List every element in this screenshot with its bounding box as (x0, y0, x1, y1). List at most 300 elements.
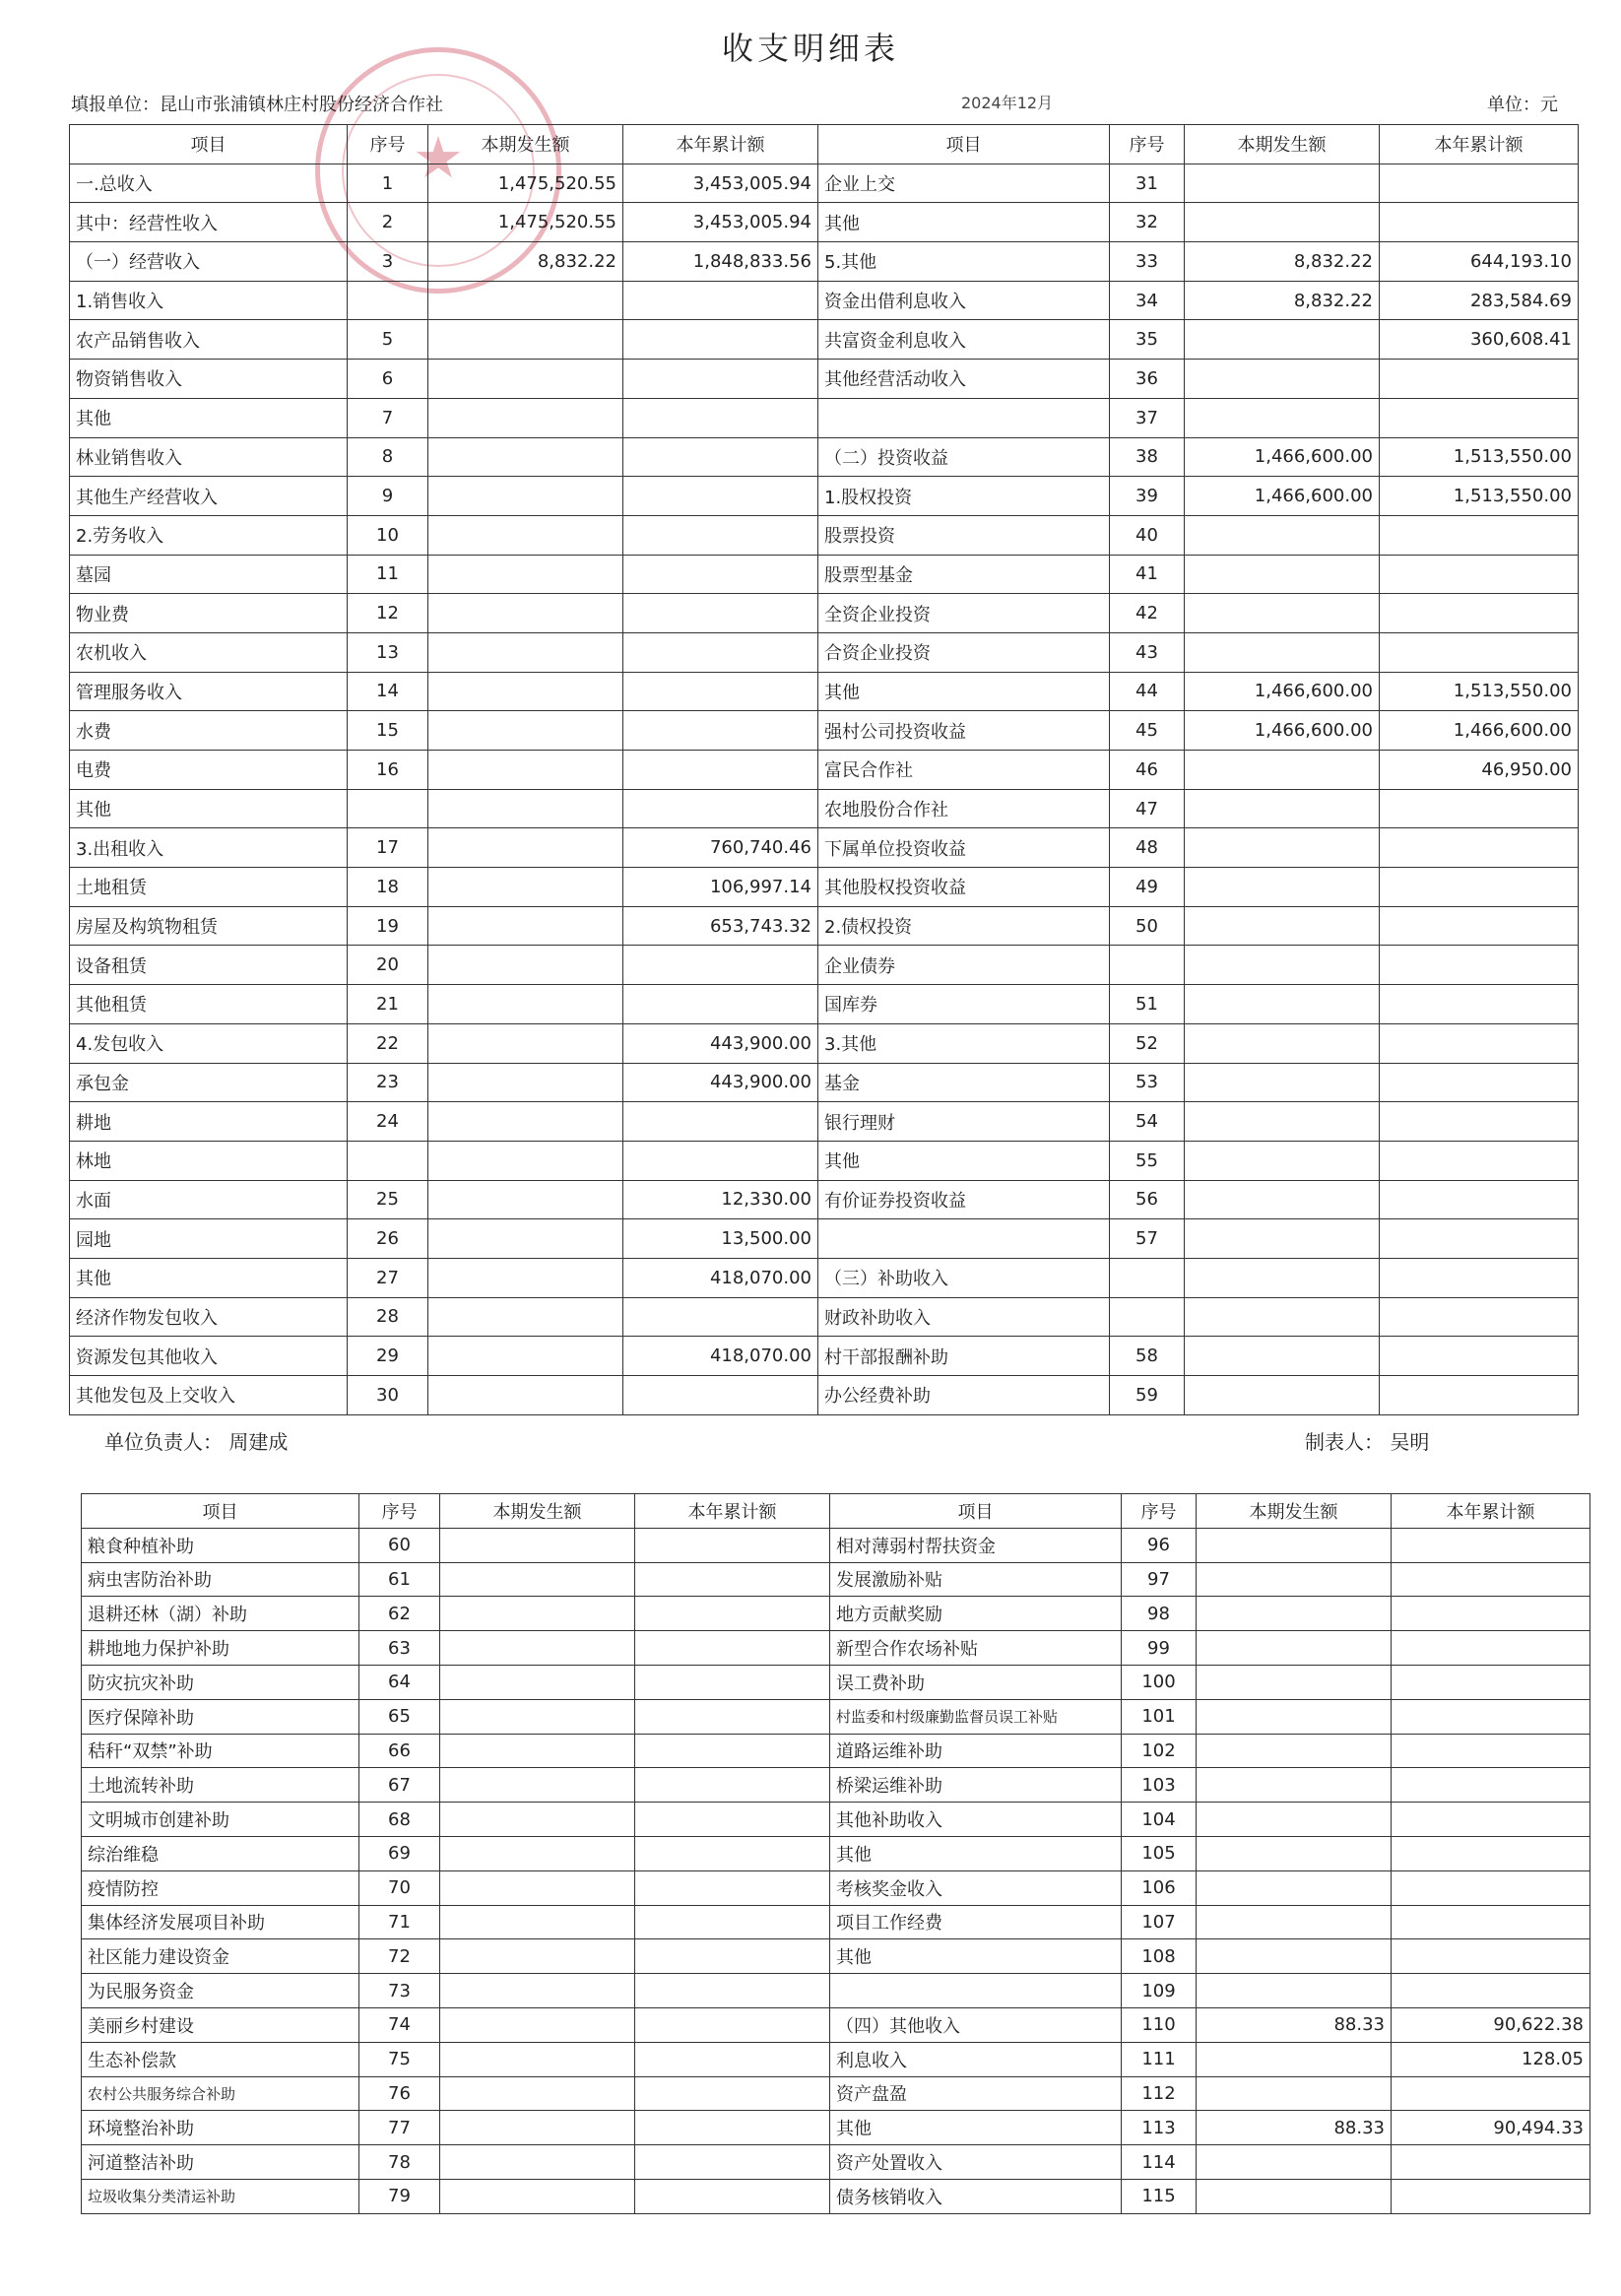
left-item-label: 其他 (70, 1258, 348, 1297)
left-item-label: 水费 (70, 711, 348, 751)
right-item-label: 其他 (830, 1836, 1122, 1870)
right-item-label: 村干部报酬补助 (818, 1337, 1110, 1376)
left-seq-number: 30 (348, 1376, 428, 1415)
left-item-label: 土地流转补助 (82, 1768, 359, 1803)
header-ytd: 本年累计额 (635, 1494, 830, 1529)
right-seq-number: 112 (1122, 2076, 1197, 2111)
right-item-label: 全资企业投资 (818, 594, 1110, 633)
left-item-label: 经济作物发包收入 (70, 1297, 348, 1337)
right-current-amount (1185, 985, 1380, 1024)
left-ytd-amount (635, 2042, 830, 2076)
right-item-label: 3.其他 (818, 1023, 1110, 1063)
right-ytd-amount (1380, 985, 1579, 1024)
header-item: 项目 (818, 125, 1110, 164)
left-item-label: 1.销售收入 (70, 281, 348, 320)
right-ytd-amount (1392, 1699, 1590, 1734)
left-seq-number: 76 (359, 2076, 440, 2111)
table-row (82, 2111, 1590, 2145)
right-item-label: 2.债权投资 (818, 906, 1110, 946)
left-current-amount: 1,475,520.55 (428, 203, 623, 242)
left-current-amount (428, 1297, 623, 1337)
left-item-label: 农村公共服务综合补助 (82, 2076, 359, 2111)
left-seq-number: 26 (348, 1219, 428, 1259)
left-seq-number: 3 (348, 242, 428, 282)
left-current-amount (428, 1063, 623, 1102)
right-current-amount (1185, 1376, 1380, 1415)
right-ytd-amount (1380, 398, 1579, 437)
left-seq-number: 12 (348, 594, 428, 633)
right-item-label: 有价证券投资收益 (818, 1180, 1110, 1219)
right-item-label: 资金出借利息收入 (818, 281, 1110, 320)
table-row (82, 1734, 1590, 1768)
right-seq-number: 41 (1110, 555, 1185, 594)
right-current-amount (1185, 398, 1380, 437)
right-ytd-amount (1380, 868, 1579, 907)
report-period: 2024年12月 (961, 94, 1054, 112)
right-seq-number: 109 (1122, 1974, 1197, 2008)
left-current-amount (428, 281, 623, 320)
right-ytd-amount (1380, 360, 1579, 399)
left-ytd-amount (623, 985, 818, 1024)
right-item-label: 1.股权投资 (818, 477, 1110, 516)
left-current-amount (428, 515, 623, 555)
table-row (70, 398, 1579, 437)
left-ytd-amount (635, 2007, 830, 2042)
income-table-bottom (81, 1493, 1590, 2214)
right-ytd-amount: 1,513,550.00 (1380, 477, 1579, 516)
left-seq-number: 61 (359, 1562, 440, 1597)
right-ytd-amount (1392, 1562, 1590, 1597)
right-ytd-amount (1392, 1768, 1590, 1803)
right-item-label: 其他补助收入 (830, 1803, 1122, 1837)
left-item-label: 美丽乡村建设 (82, 2007, 359, 2042)
right-ytd-amount (1392, 1974, 1590, 2008)
left-item-label: 社区能力建设资金 (82, 1939, 359, 1974)
left-current-amount (428, 672, 623, 711)
right-seq-number: 31 (1110, 164, 1185, 203)
right-seq-number: 52 (1110, 1023, 1185, 1063)
right-current-amount (1197, 1528, 1392, 1562)
right-item-label: 富民合作社 (818, 751, 1110, 790)
left-item-label: 水面 (70, 1180, 348, 1219)
right-ytd-amount (1380, 1337, 1579, 1376)
right-ytd-amount: 1,513,550.00 (1380, 672, 1579, 711)
right-ytd-amount (1380, 1102, 1579, 1142)
table-row (82, 2007, 1590, 2042)
left-seq-number: 1 (348, 164, 428, 203)
right-ytd-amount (1392, 1870, 1590, 1905)
right-current-amount (1185, 1219, 1380, 1259)
right-item-label: 其他 (830, 1939, 1122, 1974)
left-seq-number: 75 (359, 2042, 440, 2076)
left-current-amount (440, 2007, 635, 2042)
right-ytd-amount (1380, 1063, 1579, 1102)
left-current-amount (428, 1102, 623, 1142)
left-ytd-amount (635, 1562, 830, 1597)
left-current-amount (428, 828, 623, 868)
right-seq-number: 50 (1110, 906, 1185, 946)
right-seq-number: 37 (1110, 398, 1185, 437)
left-ytd-amount (635, 1528, 830, 1562)
left-ytd-amount (623, 437, 818, 477)
left-current-amount (428, 906, 623, 946)
right-ytd-amount (1392, 2076, 1590, 2111)
left-current-amount (440, 2042, 635, 2076)
right-ytd-amount (1380, 906, 1579, 946)
right-current-amount (1185, 320, 1380, 360)
seal-star-icon: ★ (413, 124, 464, 191)
right-item-label: 发展激励补贴 (830, 1562, 1122, 1597)
reporting-unit: 填报单位：昆山市张浦镇林庄村股份经济合作社 (71, 95, 443, 115)
right-item-label: 企业债券 (818, 946, 1110, 985)
left-ytd-amount (635, 1939, 830, 1974)
table-row (82, 1836, 1590, 1870)
left-seq-number: 9 (348, 477, 428, 516)
table-row (82, 1870, 1590, 1905)
left-current-amount (428, 946, 623, 985)
left-ytd-amount (635, 1974, 830, 2008)
table-row (70, 1258, 1579, 1297)
left-current-amount (428, 555, 623, 594)
header-seq: 序号 (348, 125, 428, 164)
left-seq-number: 11 (348, 555, 428, 594)
left-seq-number: 22 (348, 1023, 428, 1063)
left-seq-number: 72 (359, 1939, 440, 1974)
left-current-amount (428, 477, 623, 516)
table-row (70, 320, 1579, 360)
right-current-amount (1185, 1102, 1380, 1142)
left-item-label: 农产品销售收入 (70, 320, 348, 360)
right-ytd-amount (1392, 1836, 1590, 1870)
left-item-label: （一）经营收入 (70, 242, 348, 282)
right-item-label: 其他 (818, 1141, 1110, 1180)
table-row (70, 868, 1579, 907)
right-current-amount (1185, 164, 1380, 203)
left-seq-number: 5 (348, 320, 428, 360)
left-seq-number: 69 (359, 1836, 440, 1870)
table-row (70, 1376, 1579, 1415)
right-current-amount (1185, 555, 1380, 594)
left-ytd-amount (635, 1870, 830, 1905)
left-item-label: 耕地 (70, 1102, 348, 1142)
left-current-amount (440, 1597, 635, 1631)
table-row (70, 789, 1579, 828)
right-seq-number: 59 (1110, 1376, 1185, 1415)
left-ytd-amount (635, 1836, 830, 1870)
right-item-label: 强村公司投资收益 (818, 711, 1110, 751)
left-current-amount (440, 1562, 635, 1597)
left-item-label: 退耕还林（湖）补助 (82, 1597, 359, 1631)
right-current-amount: 1,466,600.00 (1185, 477, 1380, 516)
left-ytd-amount: 653,743.32 (623, 906, 818, 946)
right-current-amount (1197, 1699, 1392, 1734)
table-row (70, 828, 1579, 868)
right-current-amount (1185, 360, 1380, 399)
left-seq-number: 79 (359, 2179, 440, 2213)
right-ytd-amount (1380, 203, 1579, 242)
right-current-amount (1185, 1141, 1380, 1180)
right-item-label: 资产盘盈 (830, 2076, 1122, 2111)
right-ytd-amount (1392, 1734, 1590, 1768)
table-row (70, 985, 1579, 1024)
right-ytd-amount (1392, 1631, 1590, 1666)
table-row (70, 437, 1579, 477)
left-current-amount (440, 1974, 635, 2008)
left-item-label: 3.出租收入 (70, 828, 348, 868)
right-current-amount (1197, 1597, 1392, 1631)
left-current-amount (428, 1337, 623, 1376)
left-current-amount (428, 1376, 623, 1415)
right-seq-number: 47 (1110, 789, 1185, 828)
table-row (82, 1939, 1590, 1974)
left-current-amount (440, 1631, 635, 1666)
right-current-amount (1197, 1803, 1392, 1837)
left-ytd-amount (635, 2145, 830, 2180)
left-seq-number: 25 (348, 1180, 428, 1219)
right-ytd-amount: 90,622.38 (1392, 2007, 1590, 2042)
left-current-amount (428, 437, 623, 477)
left-current-amount (440, 1734, 635, 1768)
right-ytd-amount (1380, 1023, 1579, 1063)
left-current-amount (440, 1836, 635, 1870)
left-item-label: 其他 (70, 398, 348, 437)
left-ytd-amount (623, 632, 818, 672)
right-seq-number: 114 (1122, 2145, 1197, 2180)
left-item-label: 一.总收入 (70, 164, 348, 203)
table-row (70, 515, 1579, 555)
right-item-label: （四）其他收入 (830, 2007, 1122, 2042)
right-item-label: 资产处置收入 (830, 2145, 1122, 2180)
table-row (70, 555, 1579, 594)
right-ytd-amount (1380, 515, 1579, 555)
left-ytd-amount (623, 1141, 818, 1180)
left-ytd-amount: 443,900.00 (623, 1063, 818, 1102)
header-item: 项目 (82, 1494, 359, 1529)
right-current-amount (1197, 1939, 1392, 1974)
right-seq-number: 56 (1110, 1180, 1185, 1219)
right-current-amount (1197, 1665, 1392, 1699)
left-item-label: 2.劳务收入 (70, 515, 348, 555)
left-seq-number: 14 (348, 672, 428, 711)
left-current-amount (428, 985, 623, 1024)
left-item-label: 房屋及构筑物租赁 (70, 906, 348, 946)
left-current-amount (428, 632, 623, 672)
right-item-label: 企业上交 (818, 164, 1110, 203)
right-seq-number (1110, 946, 1185, 985)
left-item-label: 疫情防控 (82, 1870, 359, 1905)
right-item-label: 地方贡献奖励 (830, 1597, 1122, 1631)
left-ytd-amount (623, 360, 818, 399)
right-seq-number: 39 (1110, 477, 1185, 516)
right-current-amount (1197, 2076, 1392, 2111)
right-ytd-amount: 128.05 (1392, 2042, 1590, 2076)
right-seq-number: 115 (1122, 2179, 1197, 2213)
right-ytd-amount: 90,494.33 (1392, 2111, 1590, 2145)
table-row (70, 906, 1579, 946)
right-current-amount (1185, 906, 1380, 946)
right-item-label: 银行理财 (818, 1102, 1110, 1142)
right-ytd-amount (1380, 1219, 1579, 1259)
table-row (70, 1180, 1579, 1219)
left-current-amount (428, 398, 623, 437)
right-ytd-amount (1380, 946, 1579, 985)
right-item-label: 利息收入 (830, 2042, 1122, 2076)
left-ytd-amount (623, 477, 818, 516)
left-item-label: 为民服务资金 (82, 1974, 359, 2008)
right-item-label (818, 398, 1110, 437)
table-row (82, 1665, 1590, 1699)
table-row (70, 1063, 1579, 1102)
income-table-top (69, 124, 1579, 1415)
right-seq-number: 43 (1110, 632, 1185, 672)
left-item-label: 其他生产经营收入 (70, 477, 348, 516)
right-seq-number: 101 (1122, 1699, 1197, 1734)
left-seq-number: 62 (359, 1597, 440, 1631)
left-seq-number (348, 1141, 428, 1180)
right-seq-number: 108 (1122, 1939, 1197, 1974)
left-item-label: 园地 (70, 1219, 348, 1259)
left-current-amount: 1,475,520.55 (428, 164, 623, 203)
left-ytd-amount (635, 2179, 830, 2213)
right-ytd-amount: 644,193.10 (1380, 242, 1579, 282)
right-ytd-amount (1392, 1905, 1590, 1939)
left-item-label: 电费 (70, 751, 348, 790)
left-seq-number: 16 (348, 751, 428, 790)
right-item-label: 合资企业投资 (818, 632, 1110, 672)
right-item-label (830, 1974, 1122, 2008)
left-item-label: 林业销售收入 (70, 437, 348, 477)
right-item-label: 相对薄弱村帮扶资金 (830, 1528, 1122, 1562)
right-current-amount (1197, 2179, 1392, 2213)
right-item-label: 桥梁运维补助 (830, 1768, 1122, 1803)
right-seq-number: 48 (1110, 828, 1185, 868)
right-current-amount (1185, 868, 1380, 907)
left-seq-number: 64 (359, 1665, 440, 1699)
right-seq-number: 105 (1122, 1836, 1197, 1870)
left-item-label: 生态补偿款 (82, 2042, 359, 2076)
right-current-amount (1185, 1258, 1380, 1297)
header-current: 本期发生额 (440, 1494, 635, 1529)
right-current-amount (1185, 828, 1380, 868)
left-current-amount (440, 1665, 635, 1699)
right-seq-number: 57 (1110, 1219, 1185, 1259)
right-seq-number: 54 (1110, 1102, 1185, 1142)
right-seq-number: 35 (1110, 320, 1185, 360)
right-current-amount (1197, 1974, 1392, 2008)
right-seq-number: 38 (1110, 437, 1185, 477)
bottom-table-body (82, 1528, 1590, 2213)
right-seq-number: 58 (1110, 1337, 1185, 1376)
left-item-label: 垃圾收集分类清运补助 (82, 2179, 359, 2213)
left-current-amount (428, 1023, 623, 1063)
left-seq-number: 7 (348, 398, 428, 437)
left-item-label: 其他租赁 (70, 985, 348, 1024)
right-seq-number: 33 (1110, 242, 1185, 282)
right-item-label: 5.其他 (818, 242, 1110, 282)
right-current-amount (1197, 2145, 1392, 2180)
right-seq-number: 103 (1122, 1768, 1197, 1803)
right-item-label: 共富资金利息收入 (818, 320, 1110, 360)
table-row (82, 1597, 1590, 1631)
left-seq-number: 23 (348, 1063, 428, 1102)
left-ytd-amount (623, 672, 818, 711)
right-seq-number (1110, 1297, 1185, 1337)
right-seq-number: 34 (1110, 281, 1185, 320)
right-seq-number: 45 (1110, 711, 1185, 751)
left-current-amount (440, 2179, 635, 2213)
left-seq-number: 8 (348, 437, 428, 477)
table-row (82, 1803, 1590, 1837)
right-current-amount (1197, 1768, 1392, 1803)
left-ytd-amount: 418,070.00 (623, 1337, 818, 1376)
left-seq-number (348, 281, 428, 320)
right-seq-number: 32 (1110, 203, 1185, 242)
right-item-label: 其他股权投资收益 (818, 868, 1110, 907)
left-item-label: 耕地地力保护补助 (82, 1631, 359, 1666)
table-row (82, 1768, 1590, 1803)
left-seq-number: 70 (359, 1870, 440, 1905)
unit-head-signature: 单位负责人： 周建成 (104, 1430, 289, 1454)
left-ytd-amount (623, 594, 818, 633)
right-seq-number: 51 (1110, 985, 1185, 1024)
right-ytd-amount (1380, 555, 1579, 594)
left-seq-number: 20 (348, 946, 428, 985)
left-current-amount (428, 360, 623, 399)
left-current-amount (440, 1528, 635, 1562)
left-current-amount (428, 711, 623, 751)
right-ytd-amount (1392, 1939, 1590, 1974)
table-row (70, 1337, 1579, 1376)
header-seq: 序号 (1110, 125, 1185, 164)
left-seq-number: 65 (359, 1699, 440, 1734)
right-seq-number: 49 (1110, 868, 1185, 907)
right-seq-number: 99 (1122, 1631, 1197, 1666)
left-item-label: 墓园 (70, 555, 348, 594)
left-ytd-amount: 106,997.14 (623, 868, 818, 907)
right-item-label: 国库券 (818, 985, 1110, 1024)
left-ytd-amount (623, 555, 818, 594)
right-current-amount (1185, 594, 1380, 633)
right-ytd-amount (1380, 1376, 1579, 1415)
right-current-amount (1197, 1905, 1392, 1939)
right-current-amount: 1,466,600.00 (1185, 711, 1380, 751)
left-seq-number: 18 (348, 868, 428, 907)
table-row (82, 1631, 1590, 1666)
header-item: 项目 (70, 125, 348, 164)
left-seq-number: 10 (348, 515, 428, 555)
left-ytd-amount: 418,070.00 (623, 1258, 818, 1297)
left-ytd-amount (623, 515, 818, 555)
right-seq-number (1110, 1258, 1185, 1297)
left-seq-number: 63 (359, 1631, 440, 1666)
table-row (70, 360, 1579, 399)
table-row (82, 2076, 1590, 2111)
right-item-label: 误工费补助 (830, 1665, 1122, 1699)
left-ytd-amount (623, 751, 818, 790)
left-item-label: 设备租赁 (70, 946, 348, 985)
left-item-label: 其他发包及上交收入 (70, 1376, 348, 1415)
left-ytd-amount: 3,453,005.94 (623, 164, 818, 203)
left-seq-number: 78 (359, 2145, 440, 2180)
right-seq-number: 113 (1122, 2111, 1197, 2145)
left-item-label: 承包金 (70, 1063, 348, 1102)
table-row (70, 1219, 1579, 1259)
table-row (82, 1974, 1590, 2008)
left-seq-number: 74 (359, 2007, 440, 2042)
header-current: 本期发生额 (428, 125, 623, 164)
page-title: 收支明细表 (721, 30, 899, 67)
right-item-label: 股票投资 (818, 515, 1110, 555)
